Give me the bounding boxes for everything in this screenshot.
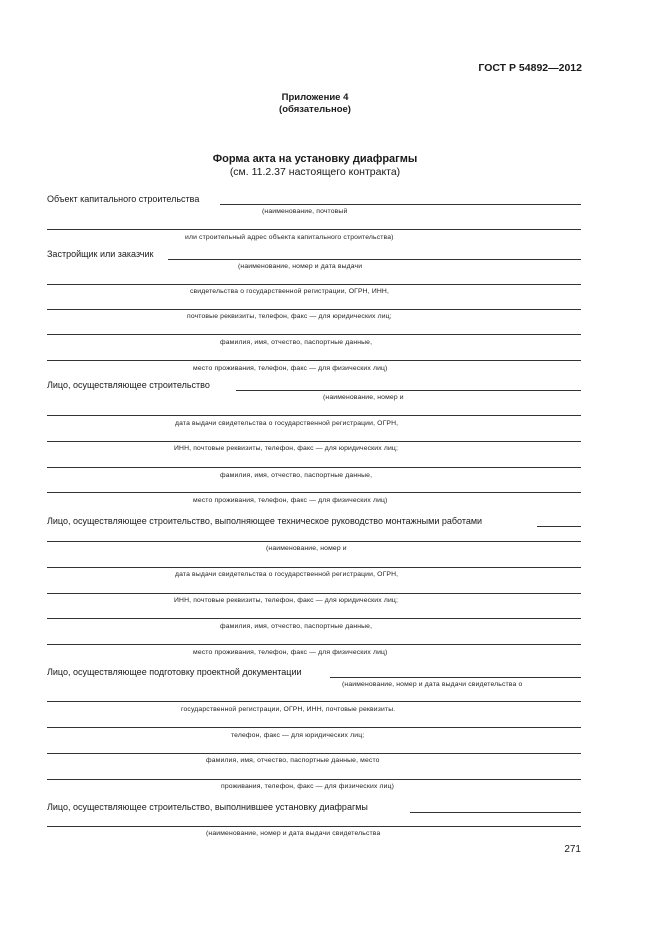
builder-fill-line-2[interactable] [47, 415, 581, 416]
builder-fill-line-5[interactable] [47, 492, 581, 493]
builder-fill-line-3[interactable] [47, 441, 581, 442]
designer-fill-line-4[interactable] [47, 753, 581, 754]
builder-label: Лицо, осуществляющее строительство [47, 380, 210, 390]
developer-fill-line-2[interactable] [47, 284, 581, 285]
developer-fill-line-4[interactable] [47, 334, 581, 335]
developer-caption-2: свидетельства о государственной регистрации, ОГРН, ИНН, [190, 288, 390, 295]
developer-fill-line-3[interactable] [47, 309, 581, 310]
tech-supervisor-fill-line-4[interactable] [47, 593, 581, 594]
object-caption-1: (наименование, почтовый [262, 208, 348, 215]
tech-supervisor-caption-5: место проживания, телефон, факс — для физических лиц) [193, 649, 388, 656]
tech-supervisor-caption-3: ИНН, почтовые реквизиты, телефон, факс — для юридических лиц; [174, 597, 398, 604]
designer-caption-2: государственной регистрации, ОГРН, ИНН, почтовые реквизиты. [181, 706, 396, 713]
designer-fill-line-2[interactable] [47, 701, 581, 702]
builder-caption-4: фамилия, имя, отчество, паспортные данные, [220, 472, 373, 479]
developer-caption-4: фамилия, имя, отчество, паспортные данные, [220, 339, 373, 346]
installer-caption-1: (наименование, номер и дата выдачи свидетельства [206, 830, 381, 837]
appendix-status: (обязательное) [279, 104, 351, 115]
developer-caption-5: место проживания, телефон, факс — для физических лиц) [193, 365, 388, 372]
tech-supervisor-fill-line-2[interactable] [47, 541, 581, 542]
tech-supervisor-caption-2: дата выдачи свидетельства о государственной регистрации, ОГРН, [175, 571, 399, 578]
developer-label: Застройщик или заказчик [47, 249, 154, 259]
developer-caption-1: (наименование, номер и дата выдачи [238, 263, 363, 270]
tech-supervisor-fill-line-6[interactable] [47, 644, 581, 645]
designer-caption-3: телефон, факс — для юридических лиц; [231, 732, 365, 739]
builder-fill-line-4[interactable] [47, 467, 581, 468]
developer-fill-line[interactable] [168, 259, 581, 260]
builder-fill-line[interactable] [236, 390, 581, 391]
tech-supervisor-fill-line[interactable] [537, 526, 581, 527]
designer-caption-4: фамилия, имя, отчество, паспортные данные, место [206, 757, 380, 764]
developer-caption-3: почтовые реквизиты, телефон, факс — для юридических лиц; [187, 313, 392, 320]
installer-fill-line[interactable] [410, 812, 581, 813]
designer-fill-line-3[interactable] [47, 727, 581, 728]
appendix-title: Приложение 4 [281, 92, 349, 103]
builder-caption-5: место проживания, телефон, факс — для физических лиц) [193, 497, 388, 504]
designer-fill-line[interactable] [330, 677, 581, 678]
form-title: Форма акта на установку диафрагмы [212, 153, 418, 165]
object-caption-2: или строительный адрес объекта капитального строительства) [185, 234, 394, 241]
object-fill-line[interactable] [220, 204, 581, 205]
form-subtitle: (см. 11.2.37 настоящего контракта) [229, 166, 401, 178]
designer-fill-line-5[interactable] [47, 779, 581, 780]
builder-caption-3: ИНН, почтовые реквизиты, телефон, факс — для юридических лиц; [174, 445, 398, 452]
tech-supervisor-label: Лицо, осуществляющее строительство, выполняющее техническое руководство монтажными работами [47, 516, 483, 526]
installer-fill-line-2[interactable] [47, 826, 581, 827]
designer-caption-1: (наименование, номер и дата выдачи свидетельства о [342, 681, 523, 688]
tech-supervisor-caption-4: фамилия, имя, отчество, паспортные данные, [220, 623, 373, 630]
developer-fill-line-5[interactable] [47, 360, 581, 361]
installer-label: Лицо, осуществляющее строительство, выполнившее установку диафрагмы [47, 802, 368, 812]
object-label: Объект капитального строительства [47, 194, 200, 204]
tech-supervisor-fill-line-3[interactable] [47, 567, 581, 568]
designer-caption-5: проживания, телефон, факс — для физических лиц) [221, 783, 395, 790]
designer-label: Лицо, осуществляющее подготовку проектной документации [47, 667, 302, 677]
tech-supervisor-caption-1: (наименование, номер и [266, 545, 347, 552]
builder-caption-2: дата выдачи свидетельства о государственной регистрации, ОГРН, [175, 420, 399, 427]
page-number: 271 [564, 844, 581, 855]
tech-supervisor-fill-line-5[interactable] [47, 618, 581, 619]
builder-caption-1: (наименование, номер и [323, 394, 404, 401]
object-fill-line-2[interactable] [47, 229, 581, 230]
standard-number: ГОСТ Р 54892—2012 [478, 62, 582, 74]
